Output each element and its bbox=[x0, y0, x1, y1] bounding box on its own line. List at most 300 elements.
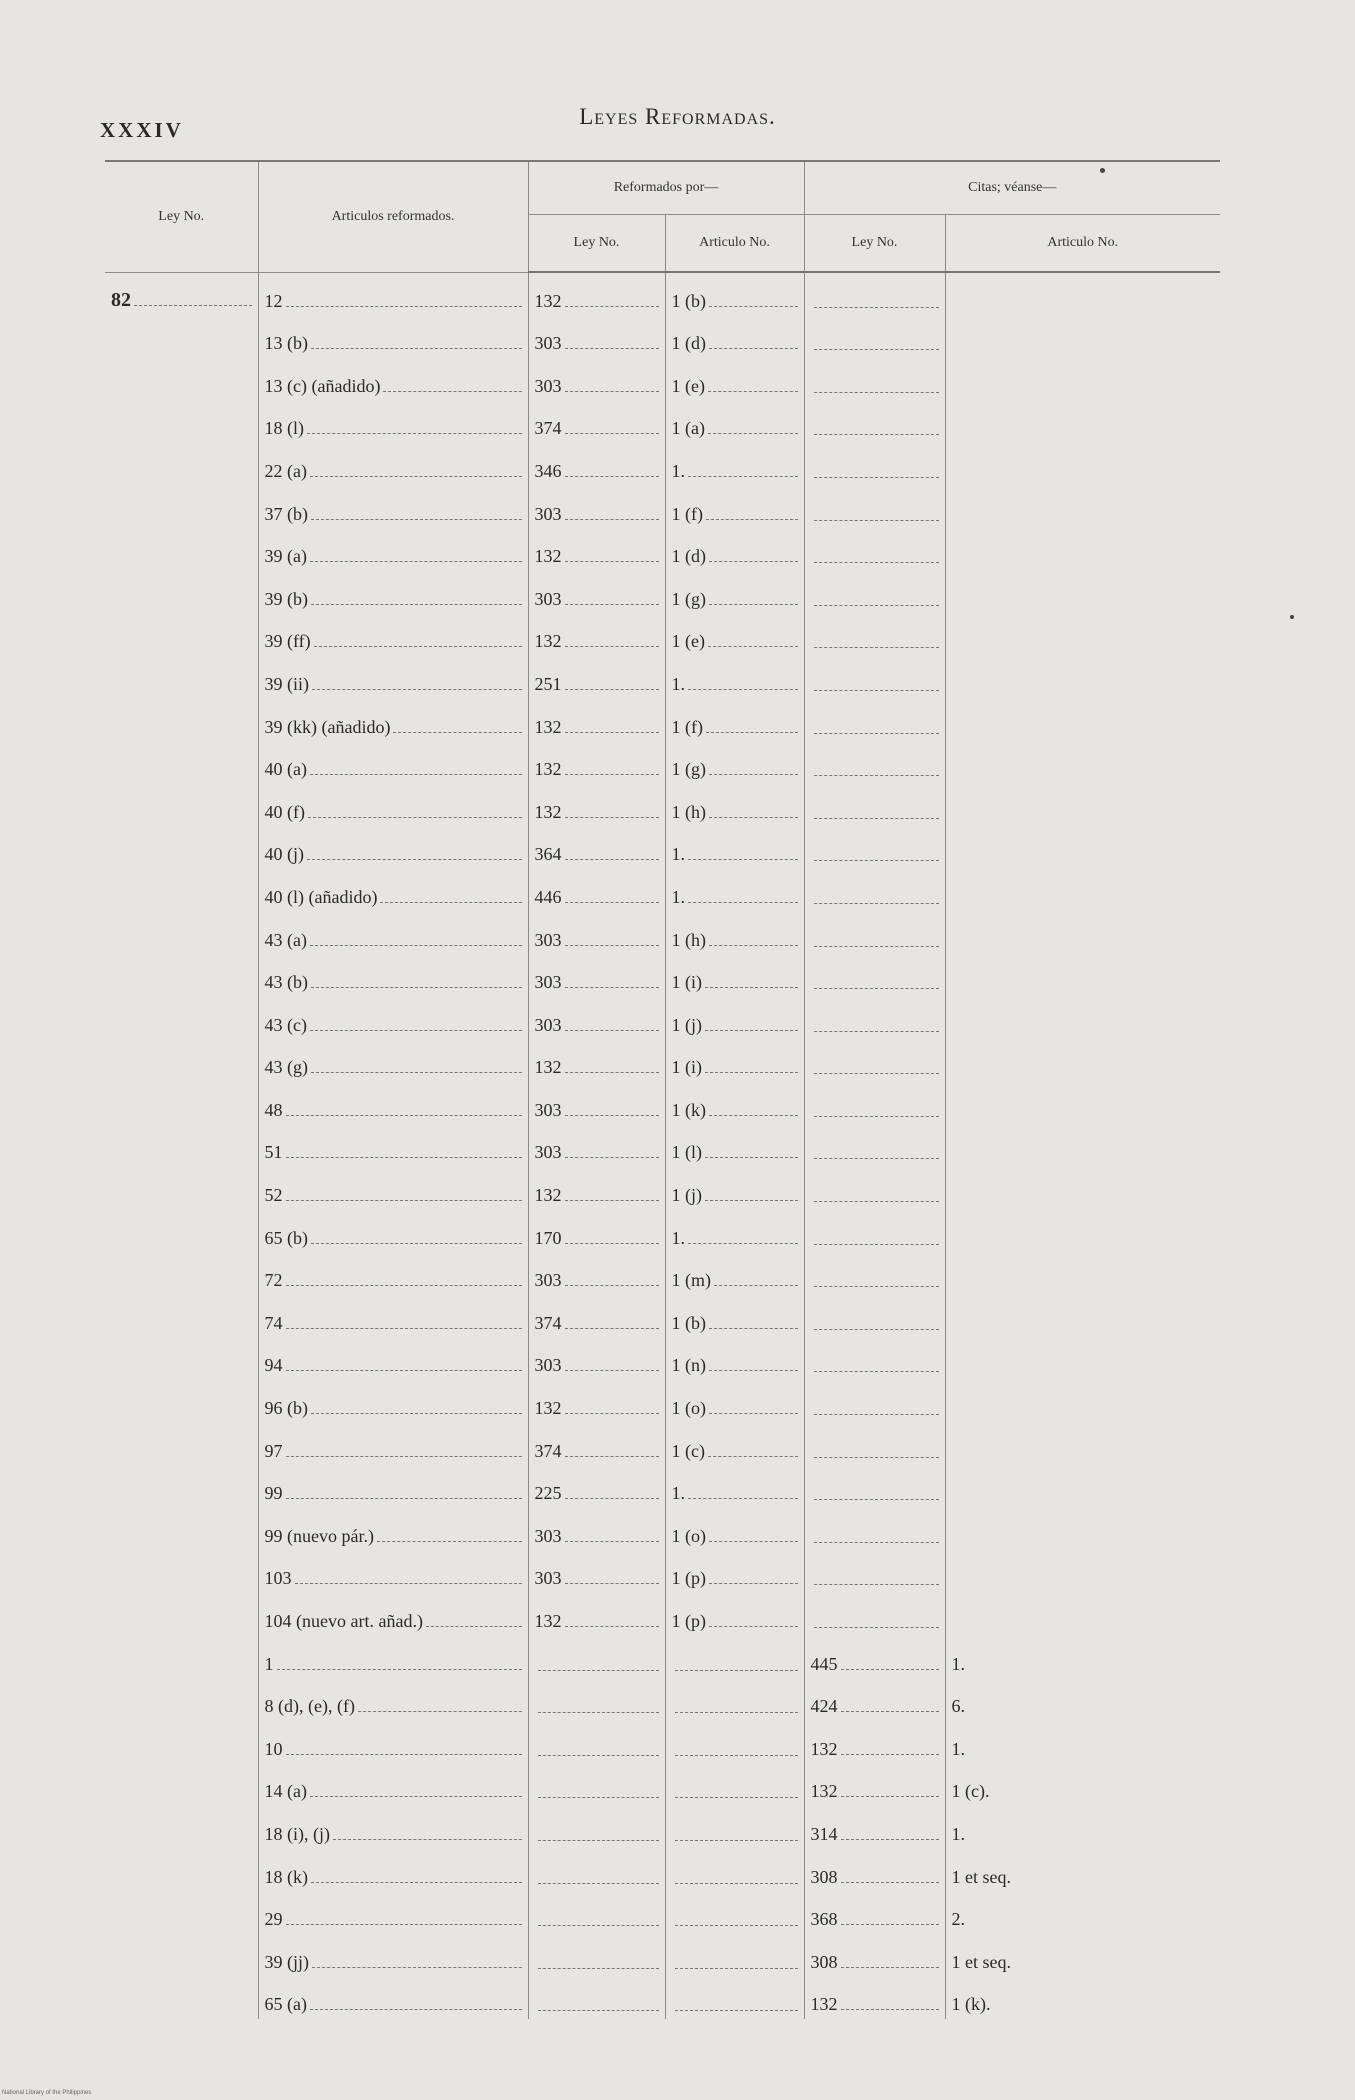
reformado-articulo-cell bbox=[665, 486, 804, 529]
leader-dots bbox=[709, 1626, 798, 1627]
cell-text: 132 bbox=[534, 1611, 562, 1631]
ley-cell bbox=[105, 699, 258, 742]
reformado-ley-cell bbox=[528, 656, 665, 699]
leader-dots bbox=[565, 817, 659, 818]
leader-dots bbox=[814, 1116, 939, 1117]
leader-dots bbox=[814, 1584, 939, 1585]
leader-dots bbox=[565, 1157, 659, 1158]
reformado-ley-cell bbox=[528, 1210, 665, 1253]
articulo-cell bbox=[258, 997, 528, 1040]
leader-dots bbox=[814, 1371, 939, 1372]
table-row bbox=[105, 1167, 1220, 1210]
table-row bbox=[105, 1423, 1220, 1466]
leader-dots bbox=[709, 1370, 798, 1371]
table-header bbox=[105, 161, 1220, 272]
page-number: XXXIV bbox=[100, 118, 184, 142]
cell-text: 1 et seq. bbox=[951, 1866, 1011, 1887]
cell-text: 170 bbox=[534, 1227, 562, 1248]
leader-dots bbox=[311, 604, 522, 605]
ley-cell bbox=[105, 1167, 258, 1210]
cita-ley-cell bbox=[804, 1977, 945, 2020]
leader-dots bbox=[705, 1072, 798, 1073]
cell-text: 132 bbox=[534, 631, 562, 652]
ley-cell bbox=[105, 1593, 258, 1636]
reformado-articulo-cell bbox=[665, 1679, 804, 1722]
cell-text: 132 bbox=[534, 290, 562, 311]
reformado-articulo-cell bbox=[665, 1849, 804, 1892]
leader-dots bbox=[310, 774, 522, 775]
ley-cell bbox=[105, 272, 258, 316]
reformado-articulo-cell bbox=[665, 1210, 804, 1253]
reformado-ley-cell bbox=[528, 1040, 665, 1083]
cita-ley-cell bbox=[804, 1892, 945, 1935]
leader-dots bbox=[538, 2010, 659, 2011]
ley-cell bbox=[105, 443, 258, 486]
cell-text: 39 (jj) bbox=[264, 1951, 309, 1972]
cell-text: 1 (h) bbox=[671, 801, 706, 822]
cell-text: 2. bbox=[951, 1909, 965, 1930]
leader-dots bbox=[814, 477, 939, 478]
ley-cell bbox=[105, 1934, 258, 1977]
reformado-articulo-cell bbox=[665, 827, 804, 870]
ley-cell bbox=[105, 1764, 258, 1807]
leader-dots bbox=[286, 1328, 522, 1329]
cita-articulo-cell bbox=[945, 486, 1220, 529]
articulo-cell bbox=[258, 869, 528, 912]
leader-dots bbox=[709, 1541, 798, 1542]
ley-cell bbox=[105, 1295, 258, 1338]
cell-text: 132 bbox=[534, 1185, 562, 1206]
cell-text: 39 (a) bbox=[264, 546, 307, 567]
reformado-ley-cell bbox=[528, 486, 665, 529]
leader-dots bbox=[841, 1711, 939, 1712]
cita-ley-cell bbox=[804, 1125, 945, 1168]
table-row bbox=[105, 1721, 1220, 1764]
table-row bbox=[105, 869, 1220, 912]
cell-text: 43 (c) bbox=[264, 1014, 307, 1035]
cell-text: 52 bbox=[264, 1185, 283, 1206]
reformado-ley-cell bbox=[528, 401, 665, 444]
cell-text: 1. bbox=[951, 1738, 965, 1759]
cell-text: 8 (d), (e), (f) bbox=[264, 1696, 355, 1717]
leader-dots bbox=[814, 946, 939, 947]
cita-ley-cell bbox=[804, 997, 945, 1040]
cell-text: 14 (a) bbox=[264, 1781, 307, 1802]
leader-dots bbox=[814, 1031, 939, 1032]
ley-cell bbox=[105, 1082, 258, 1125]
table-row bbox=[105, 1040, 1220, 1083]
leader-dots bbox=[565, 1030, 659, 1031]
cita-ley-cell bbox=[804, 1934, 945, 1977]
ley-cell bbox=[105, 1338, 258, 1381]
cell-text: 1 (o) bbox=[671, 1398, 706, 1419]
cita-ley-cell bbox=[804, 1636, 945, 1679]
cita-articulo-cell bbox=[945, 1508, 1220, 1551]
cita-ley-cell bbox=[804, 358, 945, 401]
cell-text: 12 bbox=[264, 290, 283, 311]
cell-text: 303 bbox=[534, 929, 562, 950]
leader-dots bbox=[538, 1712, 659, 1713]
leader-dots bbox=[538, 1755, 659, 1756]
reformado-articulo-cell bbox=[665, 1551, 804, 1594]
leader-dots bbox=[565, 689, 659, 690]
table-row bbox=[105, 955, 1220, 998]
cell-text: 132 bbox=[534, 759, 562, 780]
cita-articulo-cell bbox=[945, 1295, 1220, 1338]
cell-text: 1 (k) bbox=[671, 1099, 706, 1120]
articulo-cell bbox=[258, 272, 528, 316]
reformado-articulo-cell bbox=[665, 1167, 804, 1210]
cell-text: 1 (g) bbox=[671, 588, 706, 609]
cell-text: 39 (kk) (añadido) bbox=[264, 716, 391, 737]
reformado-ley-cell bbox=[528, 1338, 665, 1381]
table-row bbox=[105, 1551, 1220, 1594]
articulo-cell bbox=[258, 486, 528, 529]
header-reformados-por: Reformados por— bbox=[528, 161, 804, 215]
leader-dots bbox=[565, 476, 659, 477]
cell-text: 39 (b) bbox=[264, 588, 308, 609]
leader-dots bbox=[814, 1244, 939, 1245]
cita-articulo-cell bbox=[945, 869, 1220, 912]
leader-dots bbox=[706, 519, 798, 520]
leader-dots bbox=[706, 732, 798, 733]
reformado-ley-cell bbox=[528, 1466, 665, 1509]
table-row bbox=[105, 358, 1220, 401]
leader-dots bbox=[311, 1243, 522, 1244]
leader-dots bbox=[714, 1285, 798, 1286]
reformado-ley-cell bbox=[528, 316, 665, 359]
table-row bbox=[105, 316, 1220, 359]
cell-text: 1. bbox=[951, 1823, 965, 1844]
cell-text: 1 (i) bbox=[671, 1057, 702, 1078]
leader-dots bbox=[311, 519, 522, 520]
leader-dots bbox=[841, 1924, 939, 1925]
cell-text: 346 bbox=[534, 460, 562, 481]
reformado-articulo-cell bbox=[665, 1593, 804, 1636]
cita-ley-cell bbox=[804, 1551, 945, 1594]
ink-speck bbox=[1290, 615, 1294, 619]
leader-dots bbox=[310, 1796, 522, 1797]
leader-dots bbox=[311, 1072, 522, 1073]
cell-text: 43 (a) bbox=[264, 929, 307, 950]
leader-dots bbox=[814, 1158, 939, 1159]
reformado-articulo-cell bbox=[665, 1508, 804, 1551]
leader-dots bbox=[709, 561, 798, 562]
reformado-ley-cell bbox=[528, 1679, 665, 1722]
ley-cell bbox=[105, 1380, 258, 1423]
cell-text: 1 (b) bbox=[671, 290, 706, 311]
leader-dots bbox=[709, 1413, 798, 1414]
leader-dots bbox=[708, 433, 798, 434]
table-row bbox=[105, 1295, 1220, 1338]
leader-dots bbox=[310, 2009, 522, 2010]
cita-articulo-cell bbox=[945, 1040, 1220, 1083]
leader-dots bbox=[286, 1370, 522, 1371]
cita-articulo-cell bbox=[945, 656, 1220, 699]
cita-articulo-cell bbox=[945, 784, 1220, 827]
header-sub-ley-citas: Ley No. bbox=[804, 215, 945, 273]
reformado-ley-cell bbox=[528, 912, 665, 955]
articulo-cell bbox=[258, 955, 528, 998]
leader-dots bbox=[814, 775, 939, 776]
leader-dots bbox=[814, 349, 939, 350]
table-row bbox=[105, 272, 1220, 316]
articulo-cell bbox=[258, 571, 528, 614]
cita-articulo-cell bbox=[945, 827, 1220, 870]
table-body bbox=[105, 272, 1220, 2019]
reformado-ley-cell bbox=[528, 869, 665, 912]
cita-articulo-cell bbox=[945, 1679, 1220, 1722]
cell-text: 74 bbox=[264, 1312, 283, 1333]
cita-ley-cell bbox=[804, 316, 945, 359]
cell-text: 303 bbox=[534, 1142, 562, 1163]
leader-dots bbox=[709, 1115, 798, 1116]
cell-text: 1 (p) bbox=[671, 1568, 706, 1589]
reformado-articulo-cell bbox=[665, 1082, 804, 1125]
leader-dots bbox=[814, 1073, 939, 1074]
table-row bbox=[105, 997, 1220, 1040]
leader-dots bbox=[709, 1328, 798, 1329]
reformado-ley-cell bbox=[528, 1593, 665, 1636]
cell-text: 303 bbox=[534, 503, 562, 524]
articulo-cell bbox=[258, 1977, 528, 2020]
leader-dots bbox=[286, 1924, 522, 1925]
header-citas: Citas; véanse— bbox=[804, 161, 1220, 215]
cell-text: 251 bbox=[534, 673, 562, 694]
leader-dots bbox=[565, 1541, 659, 1542]
cita-articulo-cell bbox=[945, 955, 1220, 998]
cell-text: 303 bbox=[534, 1525, 562, 1546]
ley-cell bbox=[105, 656, 258, 699]
cita-articulo-cell bbox=[945, 699, 1220, 742]
leader-dots bbox=[675, 2010, 798, 2011]
reformado-ley-cell bbox=[528, 1934, 665, 1977]
leader-dots bbox=[286, 1754, 522, 1755]
articulo-cell bbox=[258, 1082, 528, 1125]
leader-dots bbox=[565, 1456, 659, 1457]
reformado-ley-cell bbox=[528, 699, 665, 742]
cell-text: 1 (f) bbox=[671, 716, 703, 737]
leader-dots bbox=[565, 1413, 659, 1414]
reformado-articulo-cell bbox=[665, 1466, 804, 1509]
cita-articulo-cell bbox=[945, 316, 1220, 359]
page-title: Leyes Reformadas. bbox=[579, 104, 776, 129]
leader-dots bbox=[841, 1839, 939, 1840]
articulo-cell bbox=[258, 656, 528, 699]
leader-dots bbox=[814, 733, 939, 734]
table-row bbox=[105, 1934, 1220, 1977]
leader-dots bbox=[565, 1243, 659, 1244]
articulo-cell bbox=[258, 401, 528, 444]
ley-cell bbox=[105, 1040, 258, 1083]
leader-dots bbox=[307, 433, 522, 434]
leader-dots bbox=[308, 817, 522, 818]
ley-cell bbox=[105, 997, 258, 1040]
header-sub-articulo: Articulo No. bbox=[665, 215, 804, 273]
leader-dots bbox=[814, 1457, 939, 1458]
leader-dots bbox=[675, 1797, 798, 1798]
cell-text: 132 bbox=[810, 1994, 838, 2015]
cell-text: 303 bbox=[534, 333, 562, 354]
cita-articulo-cell bbox=[945, 1125, 1220, 1168]
cell-text: 446 bbox=[534, 886, 562, 907]
reformado-ley-cell bbox=[528, 827, 665, 870]
cita-ley-cell bbox=[804, 1338, 945, 1381]
cita-articulo-cell bbox=[945, 1934, 1220, 1977]
leader-dots bbox=[841, 1754, 939, 1755]
leader-dots bbox=[310, 1030, 522, 1031]
reformado-articulo-cell bbox=[665, 1892, 804, 1935]
ley-cell bbox=[105, 1466, 258, 1509]
leader-dots bbox=[709, 817, 798, 818]
leader-dots bbox=[841, 1669, 939, 1670]
cell-text: 40 (l) (añadido) bbox=[264, 886, 378, 907]
reformado-articulo-cell bbox=[665, 1636, 804, 1679]
cita-articulo-cell bbox=[945, 1082, 1220, 1125]
articulo-cell bbox=[258, 912, 528, 955]
leader-dots bbox=[565, 646, 659, 647]
reformado-articulo-cell bbox=[665, 1721, 804, 1764]
cita-articulo-cell bbox=[945, 1764, 1220, 1807]
leader-dots bbox=[688, 902, 798, 903]
leader-dots bbox=[307, 859, 522, 860]
leader-dots bbox=[377, 1541, 522, 1542]
cita-ley-cell bbox=[804, 529, 945, 572]
leader-dots bbox=[675, 1968, 798, 1969]
cita-articulo-cell bbox=[945, 1977, 1220, 2020]
leader-dots bbox=[814, 860, 939, 861]
cita-articulo-cell bbox=[945, 1892, 1220, 1935]
cell-text: 103 bbox=[264, 1568, 292, 1589]
ley-cell bbox=[105, 401, 258, 444]
leader-dots bbox=[709, 604, 798, 605]
articulo-cell bbox=[258, 1806, 528, 1849]
ley-cell bbox=[105, 869, 258, 912]
table-row bbox=[105, 1125, 1220, 1168]
leader-dots bbox=[814, 1201, 939, 1202]
table-row bbox=[105, 784, 1220, 827]
reformado-articulo-cell bbox=[665, 1977, 804, 2020]
table-row bbox=[105, 1593, 1220, 1636]
articulo-cell bbox=[258, 1849, 528, 1892]
cita-articulo-cell bbox=[945, 1721, 1220, 1764]
reformado-articulo-cell bbox=[665, 1423, 804, 1466]
leader-dots bbox=[565, 604, 659, 605]
cell-text: 40 (f) bbox=[264, 801, 305, 822]
table-row bbox=[105, 1849, 1220, 1892]
leader-dots bbox=[565, 1115, 659, 1116]
cell-text: 1 (i) bbox=[671, 972, 702, 993]
cell-text: 72 bbox=[264, 1270, 283, 1291]
leader-dots bbox=[709, 306, 798, 307]
cell-text: 94 bbox=[264, 1355, 283, 1376]
cell-text: 1 (d) bbox=[671, 546, 706, 567]
leader-dots bbox=[538, 1670, 659, 1671]
cell-text: 1 (k). bbox=[951, 1994, 991, 2015]
articulo-cell bbox=[258, 1721, 528, 1764]
cell-text: 1 bbox=[264, 1653, 274, 1674]
cell-text: 132 bbox=[534, 546, 562, 567]
leader-dots bbox=[814, 647, 939, 648]
leader-dots bbox=[565, 348, 659, 349]
articulo-cell bbox=[258, 784, 528, 827]
reformado-articulo-cell bbox=[665, 1125, 804, 1168]
leader-dots bbox=[538, 1840, 659, 1841]
table-row bbox=[105, 614, 1220, 657]
cell-text: 40 (j) bbox=[264, 844, 304, 865]
articulo-cell bbox=[258, 1934, 528, 1977]
reformado-articulo-cell bbox=[665, 784, 804, 827]
leader-dots bbox=[286, 1456, 522, 1457]
cita-articulo-cell bbox=[945, 1423, 1220, 1466]
cita-ley-cell bbox=[804, 1210, 945, 1253]
cell-text: 39 (ii) bbox=[264, 673, 309, 694]
leader-dots bbox=[814, 1286, 939, 1287]
cell-text: 1 (m) bbox=[671, 1270, 711, 1291]
leader-dots bbox=[565, 859, 659, 860]
table-row bbox=[105, 1082, 1220, 1125]
reformado-ley-cell bbox=[528, 1253, 665, 1296]
cell-text: 303 bbox=[534, 1014, 562, 1035]
cell-text: 1 (a) bbox=[671, 418, 705, 439]
cita-articulo-cell bbox=[945, 742, 1220, 785]
leader-dots bbox=[565, 433, 659, 434]
reformado-ley-cell bbox=[528, 443, 665, 486]
ley-cell bbox=[105, 1551, 258, 1594]
articulo-cell bbox=[258, 1679, 528, 1722]
cita-articulo-cell bbox=[945, 997, 1220, 1040]
articulo-cell bbox=[258, 614, 528, 657]
leader-dots bbox=[814, 1627, 939, 1628]
amended-laws-table-container bbox=[105, 160, 1220, 2019]
cell-text: 303 bbox=[534, 1270, 562, 1291]
cita-articulo-cell bbox=[945, 443, 1220, 486]
cita-ley-cell bbox=[804, 614, 945, 657]
cell-text: 1. bbox=[671, 460, 685, 481]
cell-text: 424 bbox=[810, 1696, 838, 1717]
ley-cell bbox=[105, 1806, 258, 1849]
leader-dots bbox=[565, 945, 659, 946]
leader-dots bbox=[688, 476, 798, 477]
leader-dots bbox=[814, 1414, 939, 1415]
leader-dots bbox=[705, 987, 798, 988]
cita-articulo-cell bbox=[945, 529, 1220, 572]
leader-dots bbox=[310, 476, 522, 477]
reformado-articulo-cell bbox=[665, 699, 804, 742]
table-row bbox=[105, 1764, 1220, 1807]
leader-dots bbox=[538, 1883, 659, 1884]
leader-dots bbox=[814, 1329, 939, 1330]
header-sub-ley: Ley No. bbox=[528, 215, 665, 273]
cell-text: 48 bbox=[264, 1099, 283, 1120]
leader-dots bbox=[814, 1499, 939, 1500]
cell-text: 1 (c). bbox=[951, 1781, 990, 1802]
leader-dots bbox=[565, 1626, 659, 1627]
table-row bbox=[105, 1210, 1220, 1253]
leader-dots bbox=[393, 732, 521, 733]
articulo-cell bbox=[258, 1295, 528, 1338]
cell-text: 1 (e) bbox=[671, 631, 705, 652]
articulo-cell bbox=[258, 827, 528, 870]
reformado-ley-cell bbox=[528, 955, 665, 998]
articulo-cell bbox=[258, 1210, 528, 1253]
reformado-articulo-cell bbox=[665, 614, 804, 657]
reformado-ley-cell bbox=[528, 742, 665, 785]
cita-articulo-cell bbox=[945, 272, 1220, 316]
leader-dots bbox=[565, 1072, 659, 1073]
reformado-articulo-cell bbox=[665, 1806, 804, 1849]
reformado-ley-cell bbox=[528, 1167, 665, 1210]
